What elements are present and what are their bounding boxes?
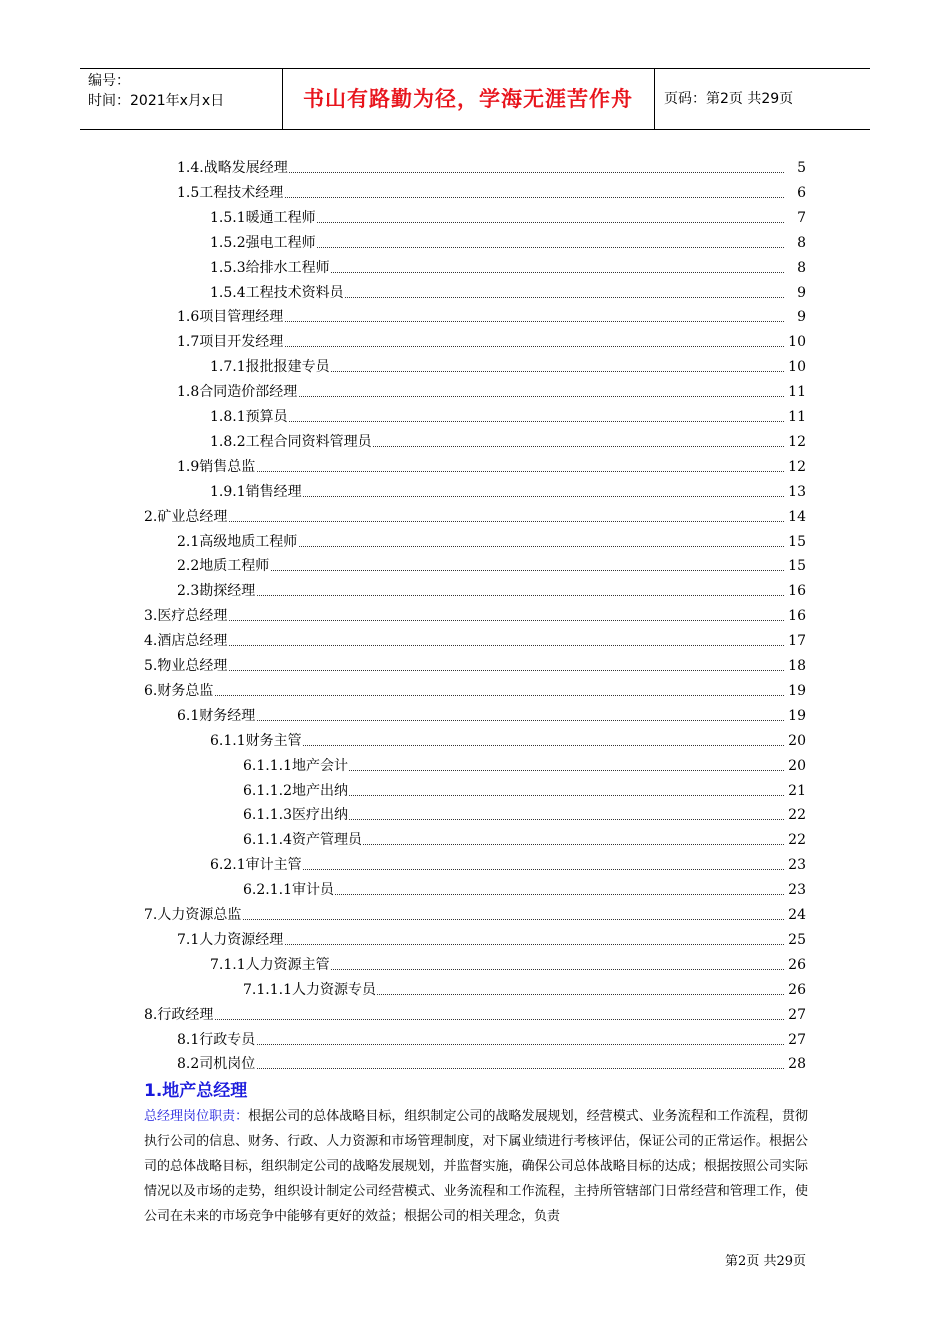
toc-entry-title: 2.1高级地质工程师 [177, 533, 298, 550]
toc-entry[interactable] [177, 579, 806, 603]
toc-entry-page: 9 [796, 281, 806, 305]
toc-entry[interactable] [177, 928, 806, 952]
toc-entry-title: 8.2司机岗位 [177, 1056, 256, 1073]
toc-entry-page: 6 [796, 181, 806, 205]
toc-entry-title: 3.医疗总经理 [144, 608, 228, 625]
toc-entry[interactable] [243, 828, 806, 852]
toc-entry[interactable] [243, 978, 806, 1002]
toc-entry-title: 1.5.4工程技术资料员 [210, 284, 344, 301]
toc-entry[interactable] [177, 380, 806, 404]
toc-entry-title: 7.1.1.1人力资源专员 [243, 981, 376, 998]
toc-entry-page: 20 [787, 754, 806, 778]
toc-entry-page: 19 [787, 704, 806, 728]
section-body-text: 根据公司的总体战略目标，组织制定公司的战略发展规划，经营模式、业务流程和工作流程，贯彻执行公司的信息、财务、行政、人力资源和市场管理制度，对下属业绩进行考核评估，保证公司的正常运作。根据公司的总体战略目标，组织制定公司的战略发展规划，并监督实施，确保公司总体战略目标的达成；根据按照公司实际情况以及市场的走势，组织设计制定公司经营模式、业务流程和工作流程，主持所管辖部门日常经营和管理工作，使公司在未来的市场竞争中能够有更好的效益；根据公司的相关理念，负责 [144, 1109, 808, 1224]
toc-entry-title: 5.物业总经理 [144, 658, 228, 674]
toc-entry-title: 6.1.1.1地产会计 [243, 757, 348, 774]
toc-entry[interactable] [210, 206, 806, 230]
toc-entry-page: 10 [787, 355, 806, 379]
time-label: 时间：2021年x月x日 [88, 93, 225, 109]
toc-entry-title: 6.1财务经理 [177, 707, 256, 724]
toc-entry[interactable] [210, 405, 806, 429]
toc-entry[interactable] [177, 1052, 806, 1076]
toc-entry[interactable] [177, 1028, 806, 1052]
toc-entry-title: 6.1.1.3医疗出纳 [243, 807, 348, 824]
toc-entry[interactable] [243, 779, 806, 803]
toc-entry-page: 9 [796, 305, 806, 329]
toc-leader-dots [144, 520, 784, 522]
toc-entry-page: 5 [796, 156, 806, 180]
toc-entry-page: 26 [787, 978, 806, 1002]
toc-entry-page: 23 [787, 878, 806, 902]
toc-entry[interactable] [243, 754, 806, 778]
toc-entry-title: 7.1.1人力资源主管 [210, 956, 330, 973]
toc-leader-dots [144, 669, 784, 671]
toc-entry-page: 10 [787, 330, 806, 354]
header-meta [88, 71, 278, 111]
toc-entry-page: 26 [787, 953, 806, 977]
toc-entry-page: 15 [787, 530, 806, 554]
toc-entry-page: 12 [787, 455, 806, 479]
toc-entry-title: 1.8.2工程合同资料管理员 [210, 433, 372, 450]
toc-entry-page: 22 [787, 803, 806, 827]
toc-entry-title: 1.9销售总监 [177, 458, 256, 475]
toc-entry-page: 25 [787, 928, 806, 952]
toc-entry[interactable] [144, 1003, 806, 1027]
header-divider [654, 69, 655, 129]
toc-entry-title: 1.7项目开发经理 [177, 334, 284, 351]
toc-entry-title: 4.酒店总经理 [144, 633, 228, 650]
toc-entry-title: 2.矿业总经理 [144, 508, 228, 525]
toc-entry-title: 6.1.1财务主管 [210, 732, 302, 749]
toc-entry-page: 8 [796, 256, 806, 280]
toc-entry[interactable] [144, 629, 806, 653]
toc-leader-dots [210, 420, 784, 422]
toc-entry[interactable] [177, 156, 806, 180]
toc-entry-title: 1.9.1销售经理 [210, 483, 302, 500]
toc-entry[interactable] [210, 430, 806, 454]
toc-entry[interactable] [243, 878, 806, 902]
toc-leader-dots [177, 1043, 784, 1045]
toc-entry-title: 1.8合同造价部经理 [177, 384, 298, 401]
toc-entry[interactable] [210, 231, 806, 255]
toc-entry[interactable] [243, 803, 806, 827]
toc-entry-page: 28 [787, 1052, 806, 1076]
toc-entry-page: 17 [787, 629, 806, 653]
toc-entry-title: 6.1.1.2地产出纳 [243, 782, 348, 799]
toc-entry-page: 15 [787, 554, 806, 578]
toc-entry[interactable] [177, 181, 806, 205]
toc-entry[interactable] [210, 355, 806, 379]
toc-entry-page: 13 [787, 480, 806, 504]
toc-entry-title: 1.8.1预算员 [210, 409, 288, 425]
toc-entry-page: 18 [787, 654, 806, 678]
toc-entry[interactable] [177, 305, 806, 329]
toc-entry-page: 24 [787, 903, 806, 927]
toc-entry-page: 23 [787, 853, 806, 877]
toc-entry-page: 7 [796, 206, 806, 230]
toc-entry-page: 12 [787, 430, 806, 454]
toc-entry-title: 1.5.2强电工程师 [210, 234, 316, 251]
toc-entry-title: 1.5.3给排水工程师 [210, 259, 330, 276]
toc-entry[interactable] [144, 903, 806, 927]
toc-entry-page: 21 [787, 779, 806, 803]
toc-entry-page: 16 [787, 579, 806, 603]
toc-entry-title: 1.7.1报批报建专员 [210, 359, 330, 376]
toc-leader-dots [177, 1067, 784, 1069]
toc-leader-dots [177, 470, 784, 472]
toc-leader-dots [144, 1018, 784, 1020]
toc-entry-title: 8.行政经理 [144, 1006, 214, 1023]
toc-entry-title: 7.1人力资源经理 [177, 931, 284, 948]
toc-entry-page: 22 [787, 828, 806, 852]
toc-entry-title: 6.2.1.1审计员 [243, 882, 334, 899]
toc-entry-page: 20 [787, 729, 806, 753]
toc-leader-dots [177, 594, 784, 596]
toc-entry-page: 8 [796, 231, 806, 255]
toc-entry-page: 27 [787, 1028, 806, 1052]
toc-entry-title: 1.6项目管理经理 [177, 309, 284, 326]
toc-entry[interactable] [177, 455, 806, 479]
toc-entry-title: 1.5工程技术经理 [177, 184, 284, 201]
section-lead: 总经理岗位职责： [144, 1109, 249, 1124]
toc-entry[interactable] [210, 256, 806, 280]
toc-entry-title: 2.2地质工程师 [177, 558, 270, 575]
section-body [144, 1104, 808, 1229]
toc-leader-dots [144, 619, 784, 621]
page-header [80, 68, 870, 130]
toc-entry[interactable] [144, 679, 806, 703]
toc-entry[interactable] [144, 654, 806, 678]
number-label: 编号： [88, 73, 130, 89]
header-page-label: 页码：第2页 共29页 [664, 91, 794, 107]
toc-entry-title: 8.1行政专员 [177, 1031, 256, 1048]
toc-entry-page: 11 [787, 380, 806, 404]
toc-entry-page: 16 [787, 604, 806, 628]
toc-entry[interactable] [177, 530, 806, 554]
toc-entry-title: 6.1.1.4资产管理员 [243, 832, 362, 849]
toc-entry[interactable] [210, 853, 806, 877]
toc-entry-page: 19 [787, 679, 806, 703]
toc-leader-dots [144, 694, 784, 696]
page-footer: 第2页 共29页 [725, 1254, 806, 1269]
toc-leader-dots [144, 644, 784, 646]
toc-entry-page: 11 [787, 405, 806, 429]
toc-entry[interactable] [177, 554, 806, 578]
toc-entry[interactable] [210, 729, 806, 753]
toc-entry-title: 7.人力资源总监 [144, 907, 242, 923]
section-title: 1.地产总经理 [144, 1081, 248, 1101]
toc-entry-title: 2.3勘探经理 [177, 583, 256, 600]
toc-entry-title: 6.财务总监 [144, 682, 214, 699]
toc-entry[interactable] [210, 953, 806, 977]
toc-entry-page: 27 [787, 1003, 806, 1027]
toc-entry[interactable] [177, 330, 806, 354]
toc-entry[interactable] [144, 604, 806, 628]
toc-entry-title: 1.5.1暖通工程师 [210, 209, 316, 226]
header-motto: 书山有路勤为径，学海无涯苦作舟 [303, 87, 633, 111]
toc-entry[interactable] [144, 505, 806, 529]
toc-entry-title: 6.2.1审计主管 [210, 857, 302, 874]
toc-entry[interactable] [177, 704, 806, 728]
toc-entry[interactable] [210, 480, 806, 504]
toc-entry-page: 14 [787, 505, 806, 529]
toc-entry[interactable] [210, 281, 806, 305]
toc-entry-title: 1.4.战略发展经理 [177, 160, 288, 176]
toc-leader-dots [177, 719, 784, 721]
